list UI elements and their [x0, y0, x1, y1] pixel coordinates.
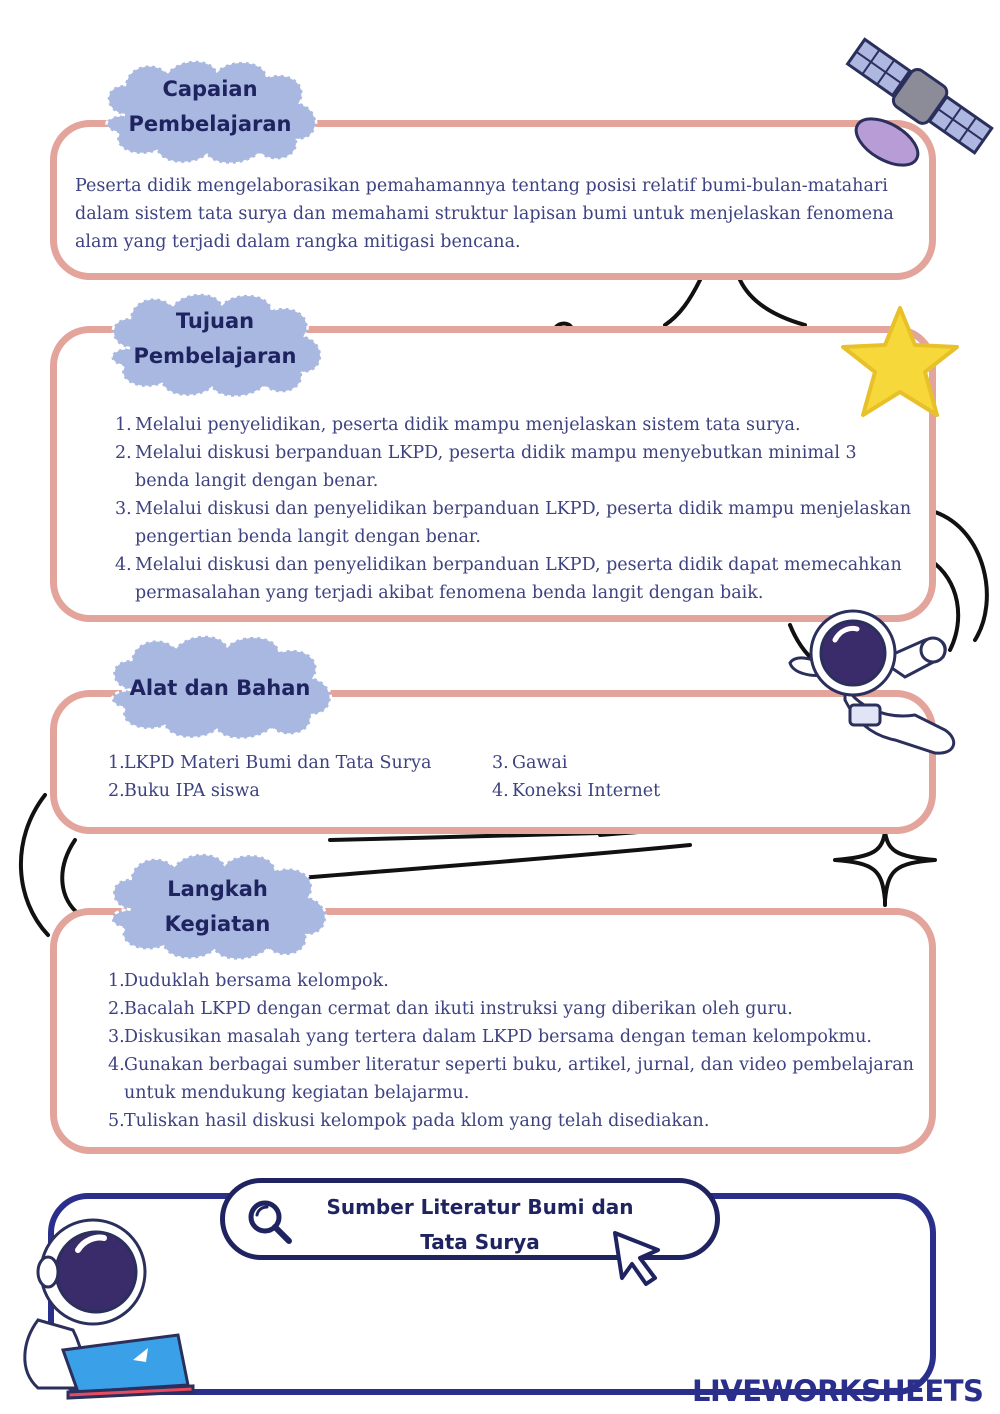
sparkle-icon — [835, 832, 935, 900]
astronaut-laptop-icon — [8, 1210, 198, 1400]
langkah-title-line1: Langkah — [167, 877, 268, 901]
capaian-title-line1: Capaian — [162, 77, 258, 101]
cursor-icon — [610, 1228, 665, 1288]
capaian-text: Peserta didik mengelaborasikan pemahamannya tentang posisi relatif bumi-bulan-matahari dalam sistem tata surya dan memahami struktur lapisan bumi untuk menjelaskan fenomena alam yang terjadi dalam rangka mitigasi bencana. — [75, 176, 894, 252]
astronaut-icon — [785, 605, 965, 765]
tujuan-title-line1: Tujuan — [175, 309, 255, 333]
alat-title-cloud — [100, 630, 340, 745]
list-item: 2. Bacalah LKPD dengan cermat dan ikuti instruksi yang diberikan oleh guru. — [108, 999, 793, 1019]
list-item: 1. Duduklah bersama kelompok. — [108, 971, 389, 991]
list-item: 3. Diskusikan masalah yang tertera dalam LKPD bersama dengan teman kelompokmu. — [108, 1027, 872, 1047]
tujuan-title-cloud — [100, 288, 330, 403]
list-item: 5. Tuliskan hasil diskusi kelompok pada klom yang telah disediakan. — [108, 1111, 710, 1131]
tujuan-title-line2: Pembelajaran — [133, 344, 297, 368]
alat-right-list — [492, 749, 792, 805]
capaian-title-line2: Pembelajaran — [128, 112, 292, 136]
capaian-title-cloud — [95, 55, 325, 170]
list-item: 1. Melalui penyelidikan, peserta didik mampu menjelaskan sistem tata surya. — [115, 415, 801, 435]
watermark: LIVEWORKSHEETS — [692, 1374, 984, 1408]
list-item: 1. LKPD Materi Bumi dan Tata Surya — [108, 753, 432, 773]
search-icon[interactable] — [243, 1195, 295, 1247]
langkah-list — [108, 967, 918, 1135]
alat-title: Alat dan Bahan — [129, 676, 311, 700]
satellite-icon — [845, 30, 995, 170]
list-item: 2. Melalui diskusi berpanduan LKPD, peserta didik mampu menyebutkan minimal 3 benda langit dengan benar. — [115, 443, 857, 491]
list-item: 4. Koneksi Internet — [492, 781, 661, 801]
list-item: 3. Gawai — [492, 753, 568, 773]
list-item: 3. Melalui diskusi dan penyelidikan berpanduan LKPD, peserta didik mampu menjelaskan pengertian benda langit dengan benar. — [115, 499, 912, 547]
star-icon — [835, 300, 965, 425]
list-item: 4. Melalui diskusi dan penyelidikan berpanduan LKPD, peserta didik dapat memecahkan permasalahan yang terjadi akibat fenomena benda langit dengan baik. — [115, 555, 902, 603]
langkah-title-cloud — [100, 848, 335, 966]
list-item: 2. Buku IPA siswa — [108, 781, 260, 801]
tujuan-list — [115, 411, 915, 607]
list-item: 4. Gunakan berbagai sumber literatur seperti buku, artikel, jurnal, dan video pembelajaran untuk mendukung kegiatan belajarmu. — [108, 1055, 914, 1103]
alat-left-list — [108, 749, 468, 805]
langkah-title-line2: Kegiatan — [164, 912, 271, 936]
literatur-title: Sumber Literatur Bumi dan Tata Surya — [326, 1195, 634, 1254]
